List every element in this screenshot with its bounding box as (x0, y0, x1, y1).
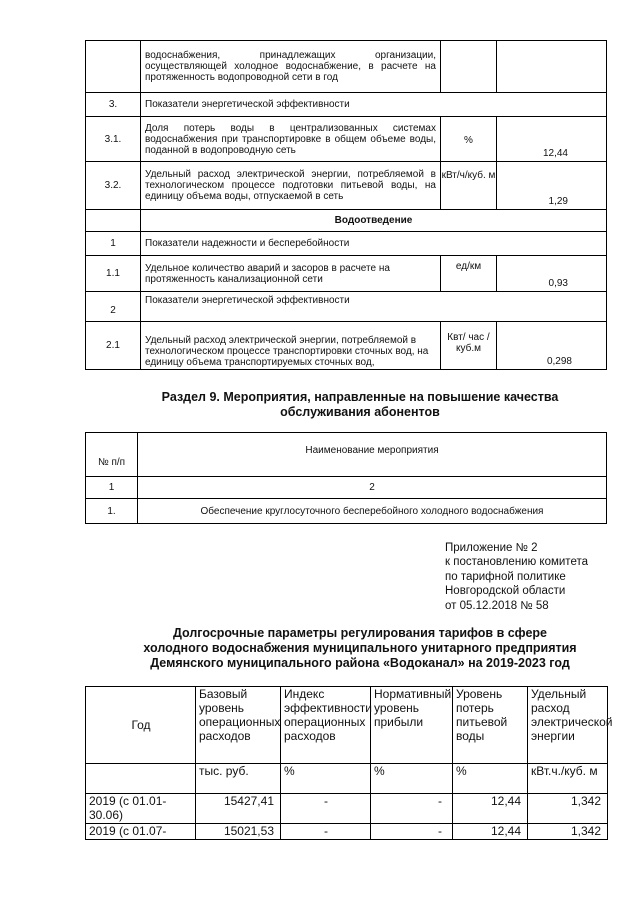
tariff-title-line: Демянского муниципального района «Водоканал» на 2019-2023 год (150, 656, 570, 670)
loss-cell: 12,44 (453, 794, 528, 824)
spec-cell: 1,342 (528, 824, 608, 840)
table-cell (86, 41, 141, 93)
indicator-text: Удельный расход электрической энергии, потребляемой в технологическом процессе транспортировки сточных вод, на единицу объема транспортируемых сточных вод, (141, 322, 441, 370)
indicator-num: 2 (86, 292, 141, 322)
index-cell: - (281, 794, 371, 824)
indicator-unit: кВт/ч/куб. м (441, 162, 497, 210)
indicator-value: 0,93 (497, 256, 607, 292)
appendix-line: Новгородской области (445, 585, 566, 598)
section9-line: обслуживания абонентов (280, 405, 440, 419)
year-cell: 2019 (с 01.07- (86, 824, 196, 840)
appendix-block (445, 541, 588, 613)
section9-heading (80, 390, 640, 420)
measure-name: Обеспечение круглосуточного бесперебойного холодного водоснабжения (138, 499, 607, 524)
indicator-text: Доля потерь воды в централизованных системах водоснабжения при транспортировке в общем объеме воды, поданной в водопроводную сеть (141, 117, 441, 162)
indicators-table (85, 40, 607, 370)
indicator-unit: % (441, 117, 497, 162)
indicator-value: 1,29 (497, 162, 607, 210)
indicator-text: Показатели энергетической эффективности (141, 292, 607, 322)
tariff-title-line: холодного водоснабжения муниципального унитарного предприятия (143, 641, 577, 655)
measures-table (85, 432, 607, 524)
column-header: Наименование мероприятия (138, 433, 607, 477)
indicator-num: 3. (86, 93, 141, 117)
year-cell: 2019 (с 01.01-30.06) (86, 794, 196, 824)
spec-cell: 1,342 (528, 794, 608, 824)
indicator-num: 3.2. (86, 162, 141, 210)
section-heading: Водоотведение (141, 210, 607, 232)
table-row (86, 794, 608, 824)
tariff-title-line: Долгосрочные параметры регулирования тарифов в сфере (172, 626, 547, 640)
section9-line: Раздел 9. Мероприятия, направленные на повышение качества (161, 390, 559, 404)
unit-index: % (281, 764, 371, 794)
column-header-loss: Уровень потерь питьевой воды (453, 687, 528, 764)
indicator-text: водоснабжения, принадлежащих организации, осуществляющей холодное водоснабжение, в расчете на протяженность водопроводной сети в год (141, 41, 441, 93)
norm-cell: - (371, 794, 453, 824)
column-header-index: Индекс эффективности операционных расходов (281, 687, 371, 764)
column-header-norm: Нормативный уровень прибыли (371, 687, 453, 764)
index-cell: - (281, 824, 371, 840)
unit-loss: % (453, 764, 528, 794)
indicator-num: 1 (86, 232, 141, 256)
indicator-num: 2.1 (86, 322, 141, 370)
indicator-text: Удельный расход электрической энергии, потребляемой в технологическом процессе подготовки питьевой воды, на единицу объема воды, отпускаемой в сеть (141, 162, 441, 210)
unit-spec: кВт.ч./куб. м (528, 764, 608, 794)
base-cell: 15427,41 (196, 794, 281, 824)
indicator-value: 0,298 (497, 322, 607, 370)
norm-cell: - (371, 824, 453, 840)
indicator-text: Показатели энергетической эффективности (141, 93, 607, 117)
column-header-spec: Удельный расход электрической энергии (528, 687, 608, 764)
indicator-value: 12,44 (497, 117, 607, 162)
appendix-line: Приложение № 2 (445, 542, 538, 554)
column-header-base: Базовый уровень операционных расходов (196, 687, 281, 764)
column-header: № п/п (86, 433, 138, 477)
loss-cell: 12,44 (453, 824, 528, 840)
indicator-unit: ед/км (441, 256, 497, 292)
indicator-text: Показатели надежности и бесперебойности (141, 232, 607, 256)
tariff-title (95, 626, 625, 671)
appendix-line: от 05.12.2018 № 58 (445, 599, 549, 612)
unit-norm: % (371, 764, 453, 794)
tariff-table (85, 686, 613, 840)
appendix-line: к постановлению комитета (445, 556, 588, 569)
indicator-num: 1.1 (86, 256, 141, 292)
indicator-text: Удельное количество аварий и засоров в расчете на протяженность канализационной сети (141, 256, 441, 292)
indicator-num: 3.1. (86, 117, 141, 162)
table-row (86, 824, 608, 840)
appendix-line: по тарифной политике (445, 570, 566, 583)
base-cell: 15021,53 (196, 824, 281, 840)
measure-num: 1. (86, 499, 138, 524)
column-index: 1 (86, 477, 138, 499)
indicator-unit: Квт/ час /куб.м (441, 322, 497, 370)
column-index: 2 (138, 477, 607, 499)
unit-base: тыс. руб. (196, 764, 281, 794)
column-header-year: Год (86, 687, 196, 764)
